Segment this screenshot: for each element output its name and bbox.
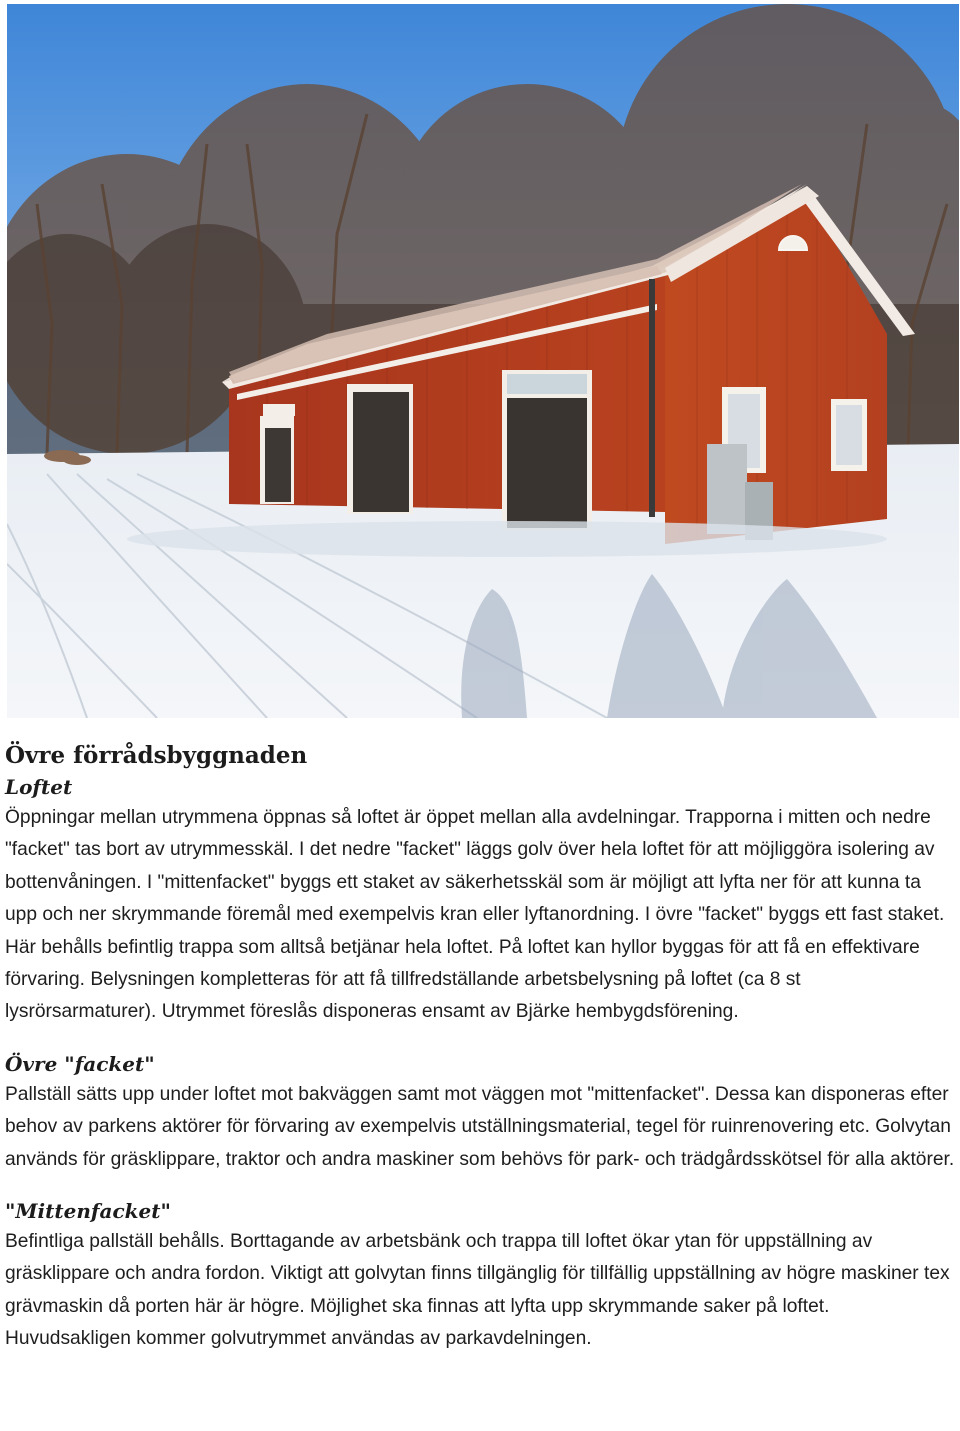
barn-door-right	[502, 370, 592, 530]
section-body-ovre-facket: Pallställ sätts upp under loftet mot bakväggen samt mot väggen mot "mittenfacket". Dessa kan disponeras efter behov av parkens aktörer för förvaring av exempelvis utställningsmaterial, tegel för ruinrenovering etc. Golvytan används för gräsklippare, traktor och andra maskiner som behövs för park- och trädgårdsskötsel för alla aktörer.	[5, 1083, 955, 1170]
section-heading-loftet: Loftet	[5, 775, 73, 799]
page-title: Övre förrådsbyggnaden	[5, 742, 308, 769]
document-text	[5, 740, 955, 1356]
barn-photo	[7, 4, 959, 718]
section-body-loftet: Öppningar mellan utrymmena öppnas så loftet är öppet mellan alla avdelningar. Trapporna i mitten och nedre "facket" tas bort av utrymmesskäl. I det nedre "facket" läggs golv över hela loftet för att möjliggöra isolering av bottenvåningen. I "mittenfacket" byggs ett staket av säkerhetsskäl som är möjligt att lyfta ner för att kunna ta upp och ner skrymmande föremål med exempelvis kran eller lyftanordning. I övre "facket" byggs ett fast staket. Här behålls befintlig trappa som alltså betjänar hela loftet. På loftet kan hyllor byggas för att få en effektivare förvaring. Belysningen kompletteras för att få tillfredställande arbetsbelysning på loftet (ca 8 st lysrörsarmaturer). Utrymmet föreslås disponeras ensamt av Bjärke hembygdsförening.	[5, 807, 945, 1023]
barn-door-middle	[347, 384, 413, 514]
barn-door-left	[260, 404, 295, 504]
section-heading-ovre-facket: Övre "facket"	[5, 1051, 155, 1076]
window-side-2	[831, 399, 867, 471]
section-body-mittenfacket: Befintliga pallställ behålls. Borttagande av arbetsbänk och trappa till loftet ökar ytan för uppställning av gräsklippare och andra fordon. Viktigt att golvytan finns tillgänglig för tillfällig uppställning av högre maskiner tex grävmaskin då porten här är högre. Möjlighet ska finnas att lyfta upp skrymmande saker på loftet. Huvudsakligen kommer golvutrymmet användas av parkavdelningen.	[5, 1231, 950, 1350]
section-heading-mittenfacket: "Mittenfacket"	[5, 1199, 171, 1224]
